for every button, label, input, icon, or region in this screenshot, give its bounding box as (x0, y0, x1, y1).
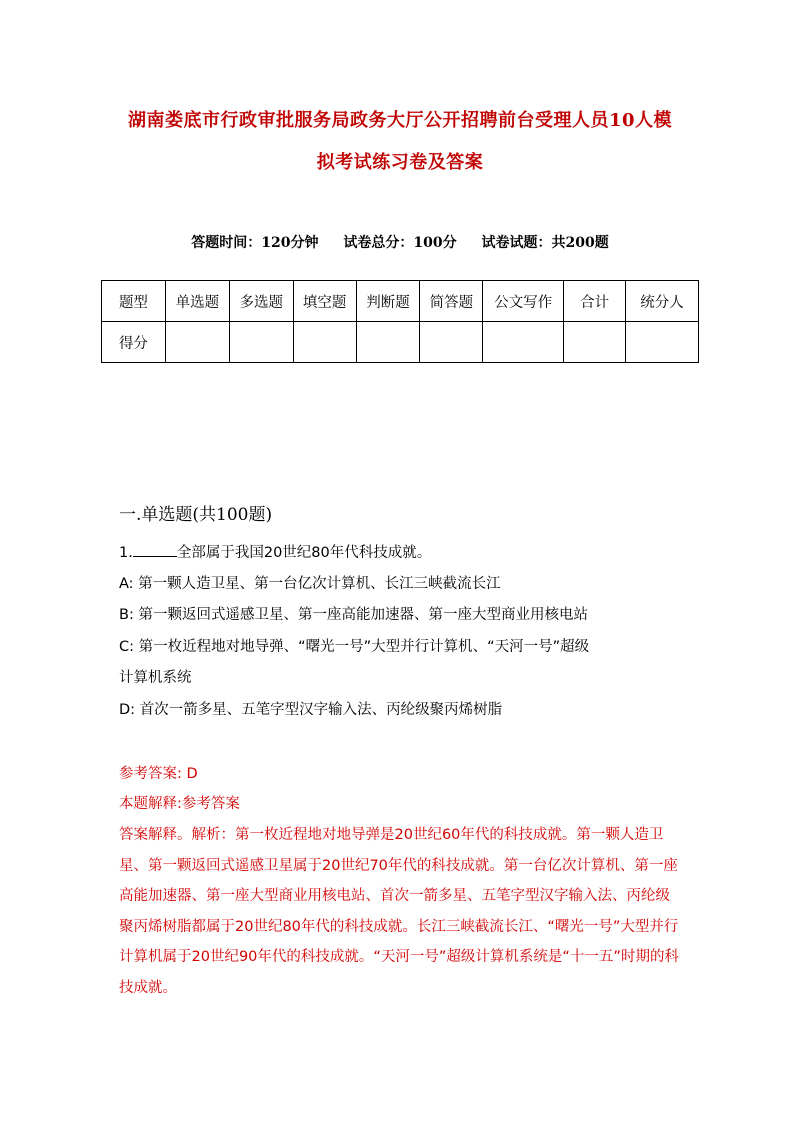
header-cell: 简答题 (420, 281, 483, 322)
question-text: 全部属于我国20世纪80年代科技成就。 (176, 545, 432, 561)
score-table-header-row (102, 281, 699, 322)
header-cell: 多选题 (229, 281, 293, 322)
score-cell (420, 322, 483, 363)
explanation-text: 答案解释。解析：第一枚近程地对地导弹是20世纪60年代的科技成就。第一颗人造卫星、第一颗返回式遥感卫星属于20世纪70年代的科技成就。第一台亿次计算机、第一座高能加速器、第一座大型商业用核电站、首次一箭多星、五笔字型汉字输入法、丙纶级聚丙烯树脂都属于20世纪80年代的科技成就。长江三峡截流长江、“曙光一号”大型并行计算机属于20世纪90年代的科技成就。“天河一号”超级计算机系统是“十一五”时期的科技成就。 (119, 827, 679, 996)
score-table-score-row (102, 322, 699, 363)
header-cell: 合计 (564, 281, 626, 322)
exam-time: 答题时间：120分钟 (191, 235, 319, 251)
page-title-line-2: 拟考试练习卷及答案 (316, 152, 484, 173)
score-row-label: 得分 (102, 322, 166, 363)
option-c-continued: 计算机系统 (119, 670, 192, 686)
answer-blank (133, 542, 177, 557)
score-cell (293, 322, 356, 363)
option-b: B: 第一颗返回式遥感卫星、第一座高能加速器、第一座大型商业用核电站 (119, 607, 588, 623)
score-cell (483, 322, 564, 363)
exam-meta (0, 232, 800, 252)
question-number: 1. (119, 545, 133, 561)
score-cell (165, 322, 229, 363)
score-cell (564, 322, 626, 363)
option-a: A: 第一颗人造卫星、第一台亿次计算机、长江三峡截流长江 (119, 576, 501, 592)
reference-answer: 参考答案: D (119, 766, 198, 782)
option-d: D: 首次一箭多星、五笔字型汉字输入法、丙纶级聚丙烯树脂 (119, 702, 503, 718)
option-c: C: 第一枚近程地对地导弹、“曙光一号”大型并行计算机、“天河一号”超级 (119, 639, 590, 655)
question-stem (119, 541, 699, 562)
score-cell (229, 322, 293, 363)
page-title-line-1: 湖南娄底市行政审批服务局政务大厅公开招聘前台受理人员10人模 (127, 110, 673, 131)
header-cell: 公文写作 (483, 281, 564, 322)
header-cell: 题型 (102, 281, 166, 322)
score-cell (356, 322, 420, 363)
section-title: 一.单选题(共100题) (119, 505, 273, 525)
explanation-label: 本题解释:参考答案 (119, 796, 240, 812)
exam-total-score: 试卷总分：100分 (343, 235, 457, 251)
score-cell (626, 322, 699, 363)
header-cell: 填空题 (293, 281, 356, 322)
header-cell: 判断题 (356, 281, 420, 322)
header-cell: 单选题 (165, 281, 229, 322)
exam-question-count: 试卷试题：共200题 (481, 235, 609, 251)
header-cell: 统分人 (626, 281, 699, 322)
score-table (101, 280, 699, 363)
